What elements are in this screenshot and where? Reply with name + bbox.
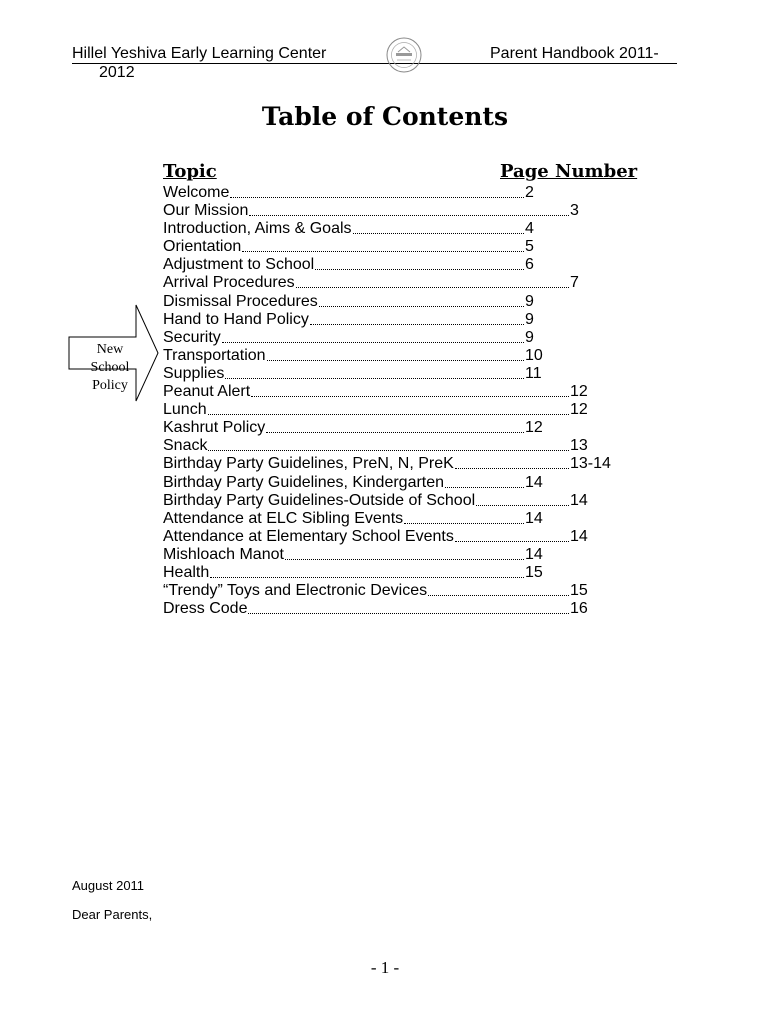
toc-page-number: 9 xyxy=(525,292,534,310)
toc-leader xyxy=(222,329,524,343)
toc-row xyxy=(163,510,633,528)
letter-date: August 2011 xyxy=(72,878,145,893)
header-school-name: Hillel Yeshiva Early Learning Center xyxy=(72,45,327,62)
toc-row xyxy=(163,437,633,455)
toc-topic: Attendance at Elementary School Events xyxy=(163,527,454,545)
school-seal-logo xyxy=(385,36,423,74)
toc-row xyxy=(163,600,633,618)
toc-topic: Health xyxy=(163,563,210,581)
toc-topic: “Trendy” Toys and Electronic Devices xyxy=(163,582,428,600)
toc-row xyxy=(163,419,633,437)
toc-leader xyxy=(249,202,569,216)
toc-topic: Adjustment to School xyxy=(163,256,315,274)
toc-page-number: 9 xyxy=(525,328,534,346)
toc-row xyxy=(163,365,633,383)
toc-page-number: 14 xyxy=(570,491,588,509)
toc-topic: Our Mission xyxy=(163,202,249,220)
toc-leader xyxy=(266,419,524,433)
column-header-topic: Topic xyxy=(163,161,217,182)
toc-row xyxy=(163,401,633,419)
callout-line: Policy xyxy=(92,378,128,393)
toc-row xyxy=(163,202,633,220)
callout-new-school-policy xyxy=(72,341,148,395)
toc-row xyxy=(163,347,633,365)
toc-topic: Lunch xyxy=(163,401,207,419)
toc-page-number: 10 xyxy=(525,346,543,364)
header-rule xyxy=(72,63,677,64)
toc-leader xyxy=(230,184,524,198)
toc-topic: Snack xyxy=(163,437,208,455)
table-of-contents xyxy=(163,184,633,618)
toc-row xyxy=(163,528,633,546)
toc-topic: Hand to Hand Policy xyxy=(163,310,309,328)
toc-page-number: 15 xyxy=(525,563,543,581)
toc-leader xyxy=(428,582,569,596)
toc-page-number: 16 xyxy=(570,600,588,618)
toc-topic: Attendance at ELC Sibling Events xyxy=(163,509,404,527)
toc-topic: Introduction, Aims & Goals xyxy=(163,220,352,238)
toc-leader xyxy=(208,437,569,451)
toc-page-number: 9 xyxy=(525,310,534,328)
toc-row xyxy=(163,474,633,492)
letter-greeting: Dear Parents, xyxy=(72,907,153,922)
toc-leader xyxy=(251,383,569,397)
column-header-page-number: Page Number xyxy=(500,161,638,182)
toc-leader xyxy=(455,455,569,469)
toc-page-number: 14 xyxy=(570,527,588,545)
toc-leader xyxy=(267,347,524,361)
toc-page-number: 12 xyxy=(570,383,588,401)
toc-topic: Transportation xyxy=(163,346,266,364)
toc-topic: Peanut Alert xyxy=(163,383,251,401)
toc-page-number: 5 xyxy=(525,238,534,256)
callout-line: New xyxy=(96,342,124,357)
toc-leader xyxy=(310,311,524,325)
toc-page-number: 13-14 xyxy=(570,455,611,473)
toc-leader xyxy=(225,365,524,379)
toc-page-number: 13 xyxy=(570,437,588,455)
toc-page-number: 14 xyxy=(525,545,543,563)
toc-topic: Orientation xyxy=(163,238,242,256)
toc-leader xyxy=(404,510,524,524)
toc-row xyxy=(163,256,633,274)
toc-row xyxy=(163,492,633,510)
toc-topic: Birthday Party Guidelines-Outside of School xyxy=(163,491,476,509)
toc-row xyxy=(163,455,633,473)
toc-topic: Welcome xyxy=(163,184,230,201)
page-number: - 1 - xyxy=(370,958,400,977)
toc-leader xyxy=(319,293,524,307)
toc-page-number: 7 xyxy=(570,274,579,292)
callout-line: School xyxy=(90,360,130,375)
page-title: Table of Contents xyxy=(261,102,509,131)
toc-row xyxy=(163,311,633,329)
toc-topic: Arrival Procedures xyxy=(163,274,295,292)
toc-row xyxy=(163,274,633,292)
header-handbook-title: Parent Handbook 2011- xyxy=(490,45,659,62)
toc-page-number: 4 xyxy=(525,220,534,238)
toc-leader xyxy=(476,492,569,506)
toc-topic: Birthday Party Guidelines, Kindergarten xyxy=(163,473,445,491)
toc-leader xyxy=(353,220,524,234)
toc-topic: Dress Code xyxy=(163,600,248,618)
toc-leader xyxy=(208,401,569,415)
toc-page-number: 15 xyxy=(570,582,588,600)
toc-leader xyxy=(315,256,524,270)
toc-leader xyxy=(296,274,569,288)
toc-leader xyxy=(285,546,524,560)
toc-page-number: 14 xyxy=(525,509,543,527)
toc-row xyxy=(163,293,633,311)
toc-page-number: 6 xyxy=(525,256,534,274)
toc-topic: Kashrut Policy xyxy=(163,419,266,437)
toc-row xyxy=(163,329,633,347)
toc-page-number: 12 xyxy=(570,401,588,419)
toc-topic: Security xyxy=(163,328,221,346)
toc-leader xyxy=(455,528,569,542)
toc-leader xyxy=(210,564,524,578)
toc-topic: Birthday Party Guidelines, PreN, N, PreK xyxy=(163,455,454,473)
toc-topic: Supplies xyxy=(163,364,225,382)
toc-topic: Mishloach Manot xyxy=(163,545,284,563)
toc-topic: Dismissal Procedures xyxy=(163,292,318,310)
toc-page-number: 2 xyxy=(525,184,534,201)
toc-leader xyxy=(445,474,524,488)
toc-page-number: 14 xyxy=(525,473,543,491)
toc-page-number: 3 xyxy=(570,202,579,220)
toc-row xyxy=(163,582,633,600)
toc-row xyxy=(163,546,633,564)
toc-row xyxy=(163,383,633,401)
toc-page-number: 11 xyxy=(525,364,542,382)
toc-leader xyxy=(248,600,569,614)
toc-row xyxy=(163,238,633,256)
toc-row xyxy=(163,184,633,202)
header-school-year-wrap: 2012 xyxy=(99,64,135,81)
toc-page-number: 12 xyxy=(525,419,543,437)
toc-row xyxy=(163,564,633,582)
toc-leader xyxy=(242,238,524,252)
toc-row xyxy=(163,220,633,238)
